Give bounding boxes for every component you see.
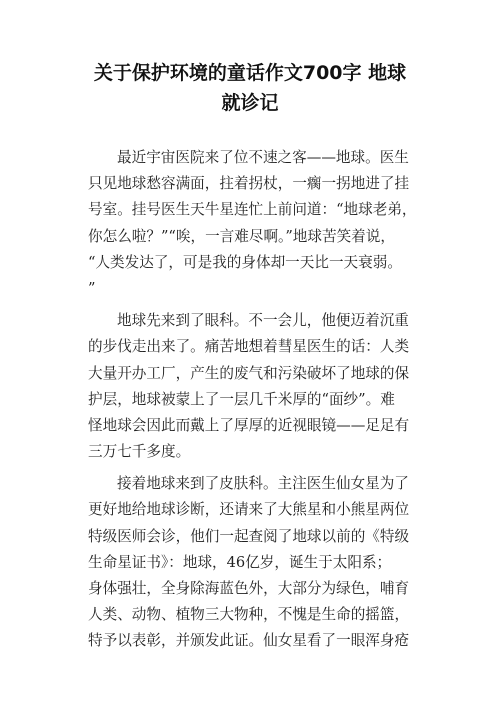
text-line: 三万七千多度。 (88, 443, 191, 461)
text-line: 人类、动物、植物三大物种，不愧是生命的摇篮， (88, 606, 410, 624)
text-line: 地球先来到了眼科。不一会儿，他便迈着沉重 (117, 312, 409, 330)
text-line: 只见地球愁容满面，拄着拐杖，一瘸一拐地进了挂 (88, 175, 410, 193)
title-line-1: 关于保护环境的童话作文700字 地球 (93, 62, 407, 84)
text-line: “人类发达了，可是我的身体却一天比一天衰弱。 (88, 253, 402, 271)
text-line: 接着地球来到了皮肤科。主注医生仙女星为了 (117, 475, 409, 493)
text-line: 你怎么啦？”“唉，一言难尽啊。”地球苦笑着说， (88, 227, 395, 245)
paragraph-1 (88, 145, 418, 302)
text-line: 身体强壮，全身除海蓝色外，大部分为绿色，哺育 (88, 580, 410, 597)
text-line: 特予以表彰，并颁发此证。仙女星看了一眼浑身疮 (88, 632, 410, 650)
text-line: 更好地给地球诊断，还请来了大熊星和小熊星两位 (88, 501, 410, 519)
paragraph-2 (88, 308, 418, 465)
text-line: 特级医师会诊，他们一起查阅了地球以前的《特级 (88, 527, 410, 545)
text-line: 生命星证书》：地球，46亿岁，诞生于太阳系； (88, 553, 392, 571)
document-title (60, 58, 440, 118)
document-body (88, 145, 418, 655)
text-line: 号室。挂号医生天牛星连忙上前问道：“地球老弟， (88, 201, 417, 219)
text-line: 的步伐走出来了。痛苦地想着彗星医生的话：人类 (88, 338, 410, 356)
text-line: 大量开办工厂，产生的废气和污染破坏了地球的保 (88, 364, 410, 382)
text-line: 护层，地球被蒙上了一层几千米厚的“面纱”。难 (88, 390, 395, 408)
title-line-2: 就诊记 (221, 92, 279, 114)
text-line: ” (88, 279, 96, 297)
text-line: 最近宇宙医院来了位不速之客——地球。医生 (117, 149, 409, 166)
paragraph-3 (88, 471, 418, 654)
text-line: 怪地球会因此而戴上了厚厚的近视眼镜——足足有 (88, 416, 410, 434)
